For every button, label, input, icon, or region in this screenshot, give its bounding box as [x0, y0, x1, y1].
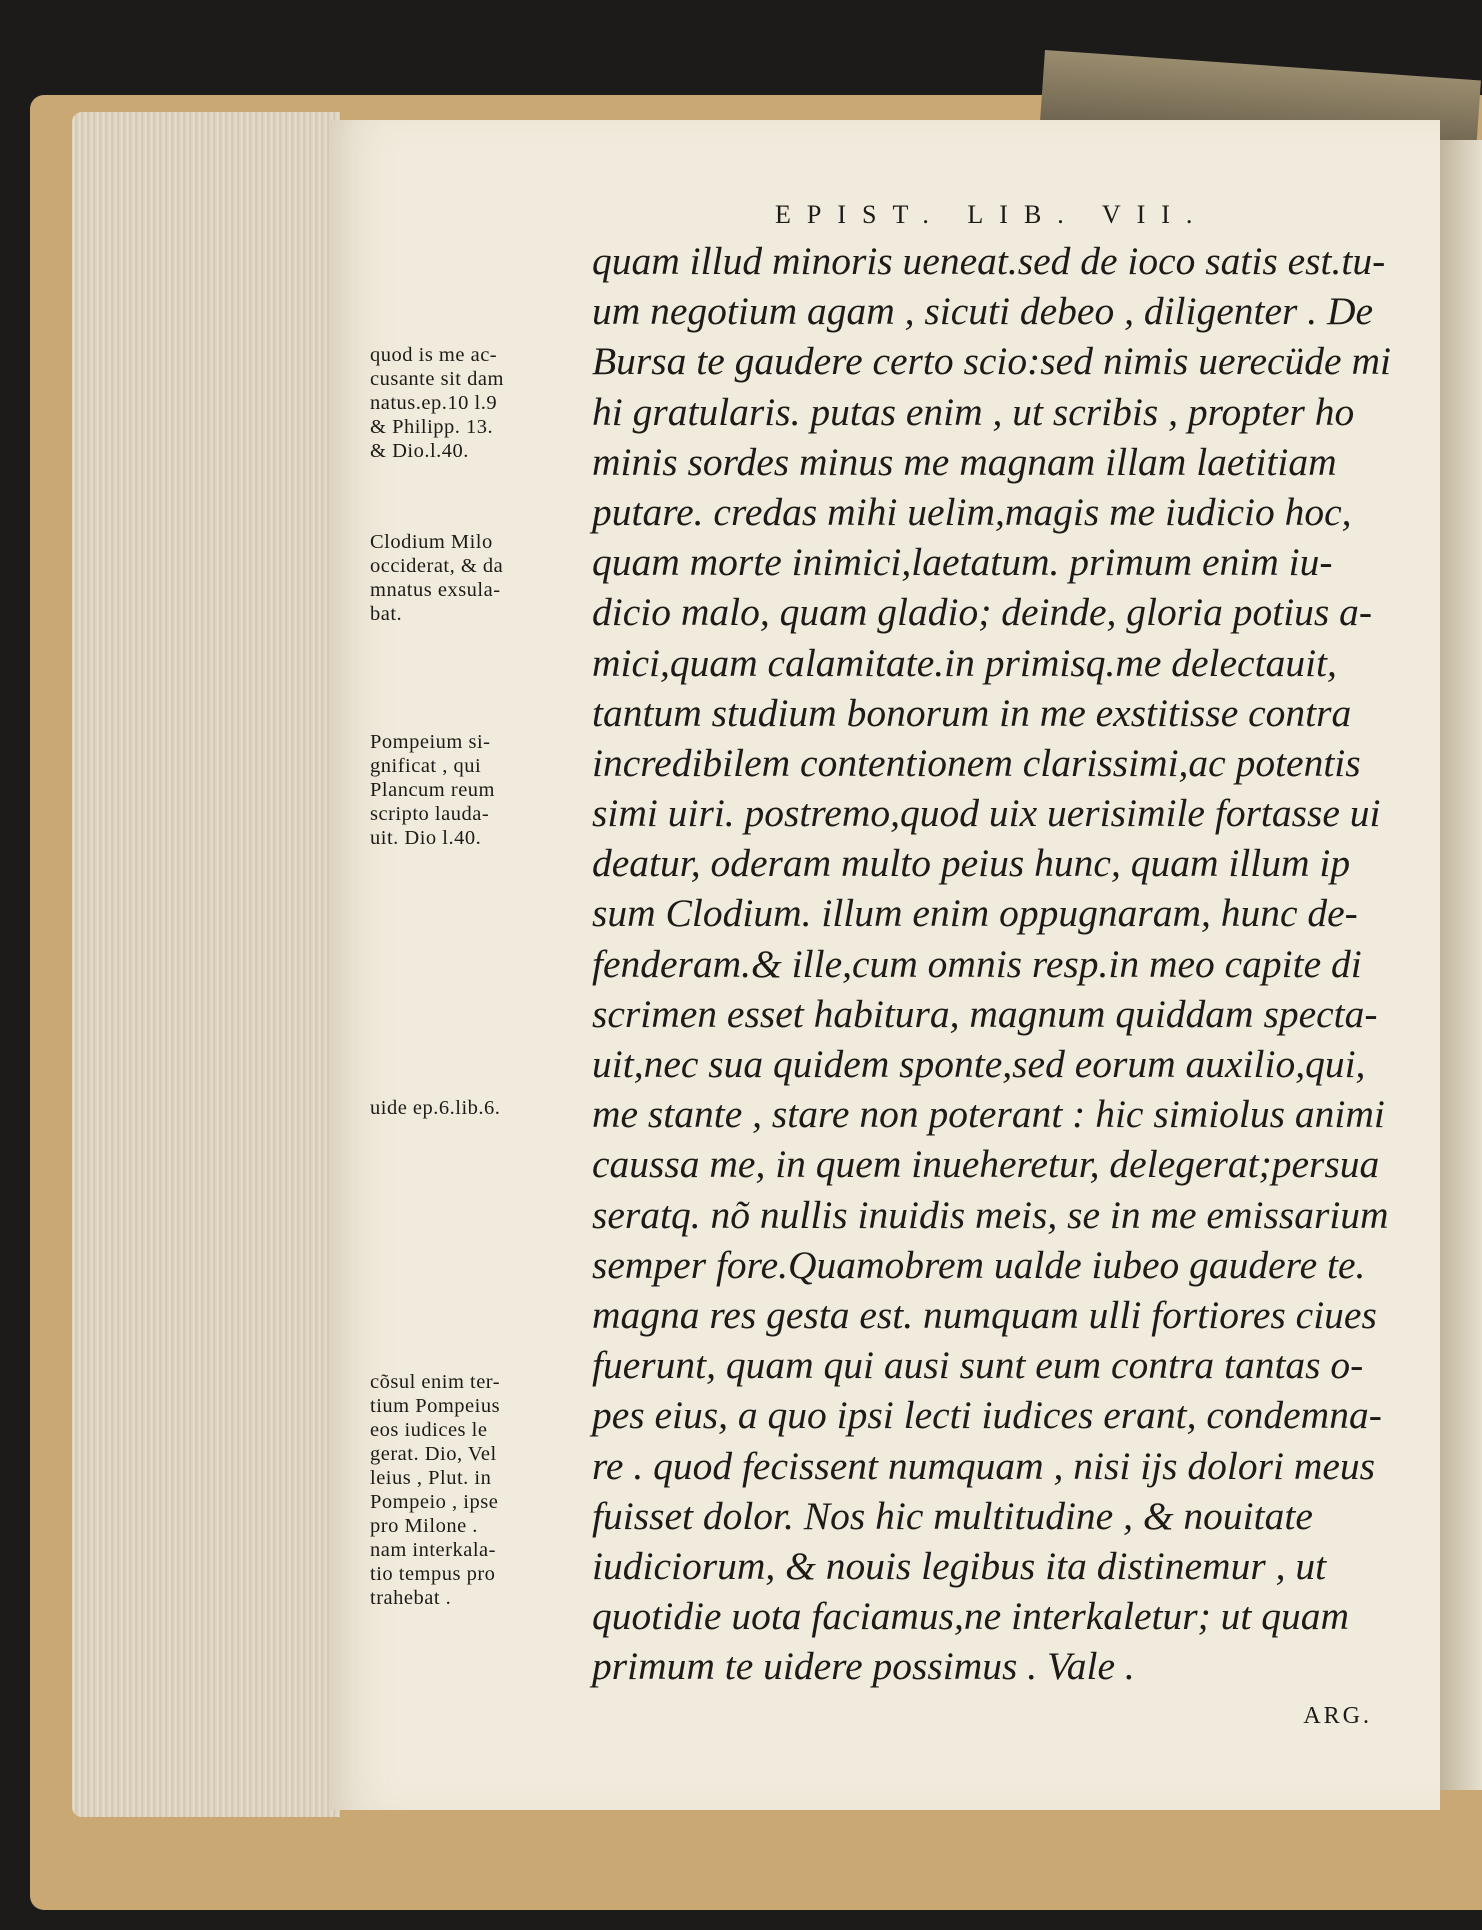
text-line: um negotium agam , sicuti debeo , diligenter . De: [592, 289, 1374, 334]
text-line: me stante , stare non poterant : hic simiolus animi: [592, 1092, 1385, 1137]
text-line: hi gratularis. putas enim , ut scribis , propter ho: [592, 389, 1355, 434]
catchword: ARG.: [1303, 1703, 1372, 1730]
text-line: re . quod fecissent numquam , nisi ijs dolori meus: [592, 1443, 1376, 1488]
margin-note-line: nam interkala-: [370, 1539, 496, 1561]
margin-note-line: pro Milone .: [370, 1515, 478, 1537]
text-line: fenderam.& ille,cum omnis resp.in meo capite di: [592, 941, 1362, 986]
margin-note-line: tio tempus pro: [370, 1563, 496, 1585]
margin-note-line: gnificat , qui: [370, 755, 482, 777]
text-line: caussa me, in quem inueheretur, delegerat;persua: [592, 1142, 1380, 1187]
text-line: quam morte inimici,laetatum. primum enim iu-: [592, 540, 1333, 585]
margin-note-line: Pompeium si-: [370, 731, 491, 753]
page-edges: [72, 112, 340, 1817]
margin-note-line: scripto lauda-: [370, 803, 490, 825]
text-line: incredibilem contentionem clarissimi,ac potentis: [592, 740, 1361, 785]
text-line: uit,nec sua quidem sponte,sed eorum auxilio,qui,: [592, 1042, 1366, 1086]
text-line: semper fore.Quamobrem ualde iubeo gaudere te.: [592, 1242, 1366, 1287]
margin-note: [370, 730, 580, 850]
text-line: seratq. nõ nullis inuidis meis, se in me emissarium: [592, 1192, 1389, 1237]
text-line: primum te uidere possimus . Vale .: [592, 1644, 1135, 1689]
text-line: simi uiri. postremo,quod uix uerisimile fortasse ui: [592, 791, 1381, 836]
text-line: deatur, oderam multo peius hunc, quam illum ip: [592, 841, 1351, 886]
main-text-block: [592, 236, 1391, 1742]
margin-note-line: occiderat, & da: [370, 555, 504, 577]
margin-note-line: uit. Dio l.40.: [370, 827, 482, 849]
margin-note: [370, 343, 580, 463]
text-line: fuisset dolor. Nos hic multitudine , & nouitate: [592, 1493, 1313, 1538]
margin-note-line: tium Pompeius: [370, 1395, 501, 1417]
margin-note-line: cusante sit dam: [370, 368, 504, 390]
margin-note-line: trahebat .: [370, 1587, 452, 1609]
text-line: mici,quam calamitate.in primisq.me delectauit,: [592, 640, 1337, 685]
margin-note: [370, 1370, 580, 1610]
text-line: putare. credas mihi uelim,magis me iudicio hoc,: [592, 489, 1352, 534]
text-line: quotidie uota faciamus,ne interkaletur; ut quam: [592, 1594, 1349, 1639]
margin-note-line: uide ep.6.lib.6.: [370, 1097, 501, 1119]
margin-note-line: gerat. Dio, Vel: [370, 1443, 497, 1465]
margin-note-line: mnatus exsula-: [370, 579, 501, 601]
text-line: Bursa te gaudere certo scio:sed nimis uerecüde mi: [592, 339, 1391, 384]
margin-note-line: quod is me ac-: [370, 344, 498, 366]
margin-note: [370, 1096, 580, 1120]
margin-note-line: Plancum reum: [370, 779, 495, 801]
margin-note-line: & Dio.l.40.: [370, 440, 469, 462]
text-line: minis sordes minus me magnam illam laetitiam: [592, 439, 1337, 484]
margin-note-line: cõsul enim ter-: [370, 1371, 501, 1393]
margin-note-line: & Philipp. 13.: [370, 416, 494, 438]
text-line: fuerunt, quam qui ausi sunt eum contra tantas o-: [592, 1343, 1364, 1388]
margin-note-line: leius , Plut. in: [370, 1467, 492, 1489]
running-head: EPIST. LIB. VII.: [775, 200, 1209, 229]
text-line: magna res gesta est. numquam ulli fortiores ciues: [592, 1292, 1377, 1337]
margin-note-line: bat.: [370, 603, 403, 625]
margin-note-line: natus.ep.10 l.9: [370, 392, 498, 414]
text-line: dicio malo, quam gladio; deinde, gloria potius a-: [592, 590, 1373, 635]
text-line: quam illud minoris ueneat.sed de ioco satis est.tu-: [592, 239, 1386, 283]
text-line: iudiciorum, & nouis legibus ita distinemur , ut: [592, 1543, 1327, 1588]
margin-note-line: Pompeio , ipse: [370, 1491, 499, 1513]
margin-note: [370, 530, 580, 626]
margin-note-line: Clodium Milo: [370, 531, 493, 553]
margin-note-line: eos iudices le: [370, 1419, 488, 1441]
text-line: tantum studium bonorum in me exstitisse contra: [592, 690, 1352, 735]
text-line: pes eius, a quo ipsi lecti iudices erant, condemna-: [592, 1393, 1382, 1438]
text-line: scrimen esset habitura, magnum quiddam specta-: [592, 991, 1378, 1036]
text-line: sum Clodium. illum enim oppugnaram, hunc de-: [592, 891, 1358, 936]
